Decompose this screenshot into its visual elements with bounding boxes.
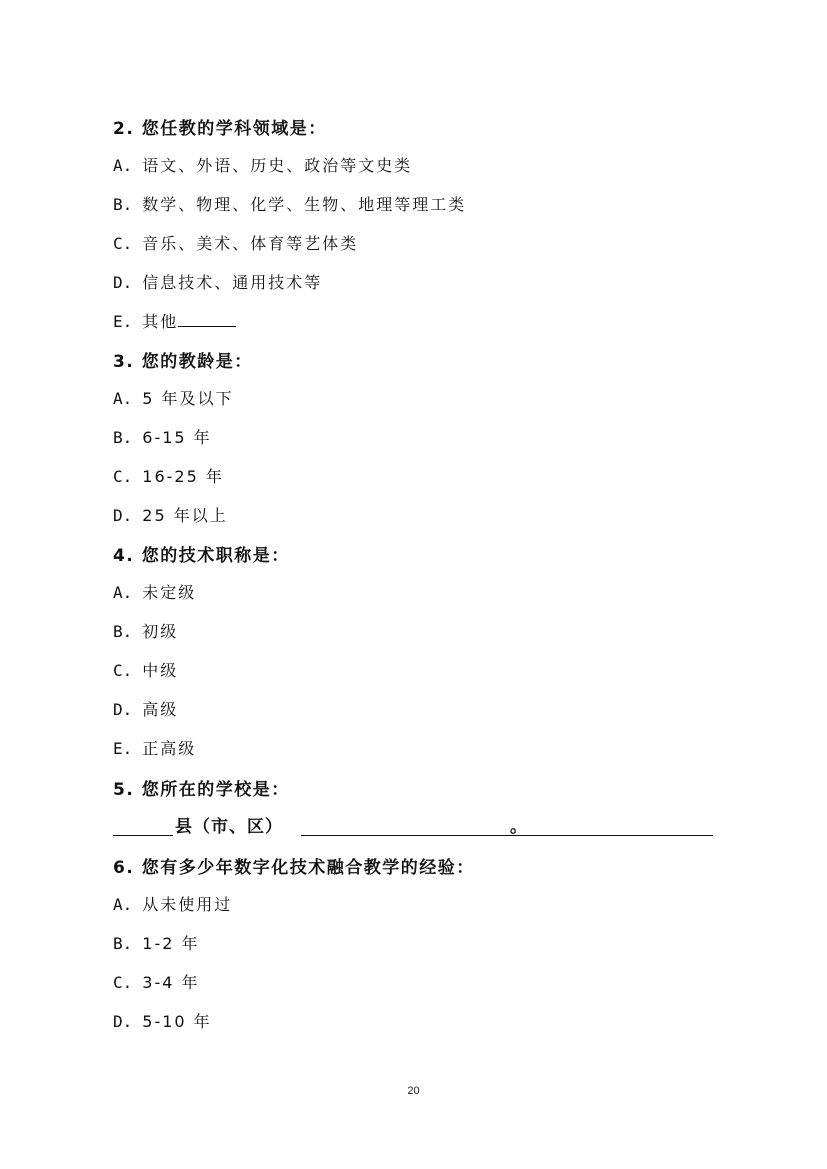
option-3d[interactable]: [113, 503, 228, 526]
option-3c[interactable]: [113, 464, 224, 487]
option-key: D.: [113, 1012, 133, 1031]
option-4a[interactable]: [113, 580, 196, 603]
question-3-title: 3. 您的教龄是：: [113, 352, 253, 372]
option-text: 5-10 年: [142, 1012, 212, 1031]
option-text: 正高级: [142, 739, 197, 758]
option-6a[interactable]: [113, 892, 232, 915]
option-2c[interactable]: [113, 231, 358, 254]
question-6-title: 6. 您有多少年数字化技术融合教学的经验：: [113, 858, 475, 878]
option-key: B.: [113, 622, 133, 641]
option-key: A.: [113, 895, 133, 914]
county-label: 县（市、区）: [175, 817, 283, 837]
end-mark: 。: [510, 817, 528, 837]
option-text: 未定级: [142, 583, 197, 602]
option-text: 25 年以上: [142, 506, 228, 525]
option-4c[interactable]: [113, 658, 178, 681]
option-key: B.: [113, 195, 133, 214]
option-text: 16-25 年: [142, 467, 224, 486]
option-text: 中级: [142, 661, 179, 680]
option-key: A.: [113, 156, 133, 175]
option-text: 从未使用过: [142, 895, 233, 914]
option-text: 高级: [142, 700, 179, 719]
option-text: 数学、物理、化学、生物、地理等理工类: [142, 195, 467, 214]
option-key: A.: [113, 389, 133, 408]
option-key: C.: [113, 973, 133, 992]
option-key: C.: [113, 234, 133, 253]
school-name-blank-underline[interactable]: [301, 834, 511, 836]
option-text: 其他: [142, 312, 179, 331]
option-text: 信息技术、通用技术等: [142, 273, 323, 292]
option-4b[interactable]: [113, 619, 178, 642]
option-text: 3-4 年: [142, 973, 200, 992]
option-3a[interactable]: [113, 386, 234, 409]
option-key: C.: [113, 467, 133, 486]
option-2a[interactable]: [113, 153, 412, 176]
trailing-underline: [510, 834, 713, 836]
option-key: D.: [113, 700, 133, 719]
option-4e[interactable]: [113, 736, 196, 759]
option-6c[interactable]: [113, 970, 200, 993]
option-key: A.: [113, 583, 133, 602]
option-text: 5 年及以下: [142, 389, 234, 408]
option-4d[interactable]: [113, 697, 178, 720]
option-6b[interactable]: [113, 931, 200, 954]
option-6d[interactable]: [113, 1009, 212, 1032]
option-text: 音乐、美术、体育等艺体类: [142, 234, 359, 253]
option-key: D.: [113, 506, 133, 525]
question-4-title: 4. 您的技术职称是：: [113, 546, 290, 566]
option-key: B.: [113, 428, 133, 447]
option-text: 初级: [142, 622, 179, 641]
option-key: C.: [113, 661, 133, 680]
option-text: 1-2 年: [142, 934, 200, 953]
page-number: 20: [407, 1085, 420, 1097]
other-blank-underline[interactable]: [178, 310, 236, 327]
school-fill-in: [113, 812, 713, 836]
option-text: 6-15 年: [142, 428, 212, 447]
question-5-title: 5. 您所在的学校是：: [113, 780, 290, 800]
option-key: B.: [113, 934, 133, 953]
option-text: 语文、外语、历史、政治等文史类: [142, 156, 413, 175]
option-3b[interactable]: [113, 425, 212, 448]
option-2e[interactable]: [113, 309, 236, 332]
option-key: E.: [113, 312, 133, 331]
option-key: D.: [113, 273, 133, 292]
county-blank-underline[interactable]: [113, 834, 173, 836]
option-key: E.: [113, 739, 133, 758]
question-2-title: 2. 您任教的学科领域是：: [113, 119, 327, 139]
option-2b[interactable]: [113, 192, 466, 215]
option-2d[interactable]: [113, 270, 322, 293]
